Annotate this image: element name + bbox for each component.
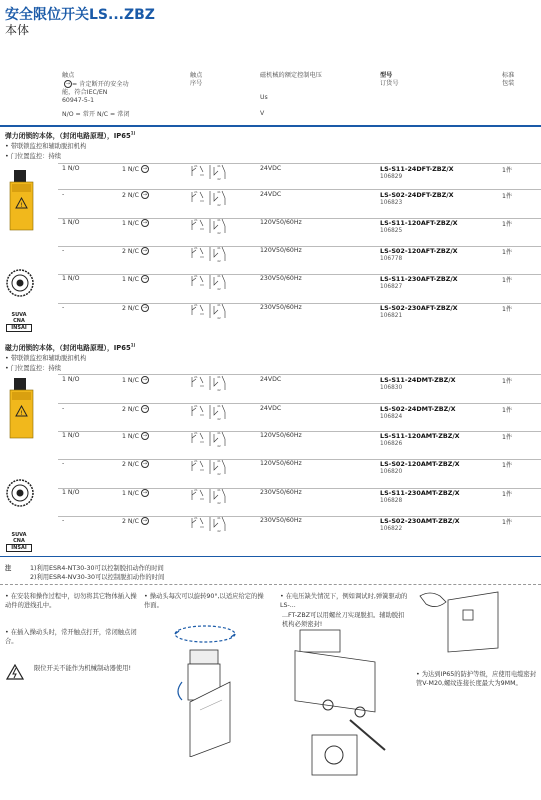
cell-pack: 1件 <box>502 434 513 441</box>
cell-no: 1 N/O <box>62 376 80 383</box>
cell-nc-text: 2 N/C <box>122 305 139 312</box>
cell-nc <box>122 517 149 525</box>
note-release-b: ...FT-ZBZ可以用螺丝刀实现脱扣。辅助脱扣机构必须密封! <box>282 612 405 628</box>
footnote-label: 注 <box>5 565 12 572</box>
svg-text:21: 21 <box>194 164 198 168</box>
cell-no: 1 N/O <box>62 165 80 172</box>
cell-pack: 1件 <box>502 378 513 385</box>
footnote-2: 2)利用ESR4-NV30-30可以控制脱扣动作的时间 <box>30 574 165 581</box>
svg-text:41: 41 <box>217 459 221 463</box>
svg-text:21: 21 <box>194 375 198 379</box>
contact-schematic <box>190 430 228 452</box>
cell-type: LS-S11-120AFT-ZBZ/X <box>380 219 458 227</box>
col-header-type: 型号 订货号 <box>380 72 399 87</box>
cell-pack: 1件 <box>502 249 513 256</box>
svg-text:21: 21 <box>194 404 198 408</box>
switch-device-image <box>8 378 35 440</box>
cell-no: - <box>62 191 65 198</box>
cell-pack: 1件 <box>502 193 513 200</box>
contact-schematic <box>190 245 228 267</box>
col-header-pack: 标准 包装 <box>502 72 515 87</box>
cell-type: LS-S11-230AFT-ZBZ/X <box>380 275 458 283</box>
section1-title: 弹力闭锁的本体，（封闭电路原理），IP65$^{1)}$ <box>5 130 136 140</box>
contact-schematic <box>190 487 228 509</box>
svg-text:21: 21 <box>194 218 198 222</box>
svg-text:41: 41 <box>217 303 221 307</box>
cell-no: - <box>62 304 65 311</box>
cell-nc <box>122 275 149 283</box>
contact-schematic <box>190 302 228 324</box>
cell-voltage: 230V50/60Hz <box>260 304 302 311</box>
svg-text:42: 42 <box>217 259 221 263</box>
table-end-rule <box>0 556 541 557</box>
cell-type: LS-S02-24DFT-ZBZ/X <box>380 191 454 199</box>
header-rule <box>0 125 541 127</box>
svg-text:21: 21 <box>194 190 198 194</box>
cell-voltage: 230V50/60Hz <box>260 489 302 496</box>
cell-nc-text: 2 N/C <box>122 518 139 525</box>
cell-voltage: 24VDC <box>260 165 282 172</box>
note-rotate: • 操动头每次可以旋转90°,以适应给定的操作面。 <box>144 593 264 609</box>
contact-schematic <box>190 458 228 480</box>
svg-text:41: 41 <box>217 516 221 520</box>
switch-device-image <box>8 170 35 232</box>
cell-pack: 1件 <box>502 491 513 498</box>
approval-rosette-icon <box>5 478 35 508</box>
col-header-voltage: 磁机械的额定控制电压 Us V <box>260 72 322 117</box>
svg-text:42: 42 <box>217 316 221 320</box>
svg-text:42: 42 <box>217 501 221 505</box>
positive-opening-icon: → <box>142 461 148 467</box>
cell-pack: 1件 <box>502 407 513 414</box>
section1-bullet-2: • 门位置监控：持续 <box>5 153 62 160</box>
cell-nc-text: 2 N/C <box>122 406 139 413</box>
cell-type: LS-S02-120AMT-ZBZ/X <box>380 460 460 468</box>
cell-no: 1 N/O <box>62 219 80 226</box>
cell-nc <box>122 376 149 384</box>
svg-text:41: 41 <box>217 431 221 435</box>
cell-nc <box>122 165 149 173</box>
positive-opening-icon: → <box>142 406 148 412</box>
cell-order: 106826 <box>380 441 403 447</box>
cell-type: LS-S11-230AMT-ZBZ/X <box>380 489 460 497</box>
cell-nc-text: 1 N/C <box>122 166 139 173</box>
positive-opening-icon: → <box>142 490 148 496</box>
suva-badge: SUVA CNA INSAI <box>6 312 32 332</box>
cell-no: - <box>62 405 65 412</box>
contact-schematic <box>190 515 228 537</box>
cell-type: LS-S02-230AFT-ZBZ/X <box>380 304 458 312</box>
cell-nc <box>122 432 149 440</box>
positive-opening-icon: → <box>142 305 148 311</box>
positive-opening-icon: → <box>142 518 148 524</box>
cell-type: LS-S11-24DFT-ZBZ/X <box>380 165 454 173</box>
cell-order: 106823 <box>380 200 403 206</box>
col-header-contacts: 触点 → = 肯定断开的安全功 能，符合IEC/EN 60947-5-1 N/O = 常开 N/C = 常闭 <box>62 72 130 118</box>
cell-nc <box>122 489 149 497</box>
svg-text:42: 42 <box>217 529 221 533</box>
svg-text:42: 42 <box>217 287 221 291</box>
cell-nc-text: 2 N/C <box>122 461 139 468</box>
cell-type: LS-S11-24DMT-ZBZ/X <box>380 376 456 384</box>
svg-text:42: 42 <box>217 417 221 421</box>
cell-no: - <box>62 517 65 524</box>
positive-opening-icon: → <box>142 276 148 282</box>
cell-voltage: 230V50/60Hz <box>260 517 302 524</box>
cell-type: LS-S02-230AMT-ZBZ/X <box>380 517 460 525</box>
cell-order: 106822 <box>380 526 403 532</box>
svg-text:41: 41 <box>217 404 221 408</box>
cell-voltage: 24VDC <box>260 376 282 383</box>
cell-pack: 1件 <box>502 462 513 469</box>
cell-order: 106829 <box>380 174 403 180</box>
cell-nc <box>122 219 149 227</box>
note-release-a: • 在电压缺失情况下，例如调试时,弹簧驱动的LS-... <box>280 593 408 609</box>
cell-order: 106825 <box>380 228 403 234</box>
section2-bullet-2: • 门位置监控：持续 <box>5 365 62 372</box>
cell-voltage: 120V50/60Hz <box>260 432 302 439</box>
cell-voltage: 230V50/60Hz <box>260 275 302 282</box>
cell-nc <box>122 191 149 199</box>
note-warning: 限位开关不能作为机械制动器使用! <box>34 665 131 672</box>
cell-order: 106830 <box>380 385 403 391</box>
cable-gland-illustration <box>418 588 503 653</box>
contact-schematic <box>190 403 228 425</box>
cell-order: 106824 <box>380 414 403 420</box>
cell-voltage: 24VDC <box>260 191 282 198</box>
svg-text:42: 42 <box>217 231 221 235</box>
cell-order: 106821 <box>380 313 403 319</box>
cell-pack: 1件 <box>502 277 513 284</box>
svg-text:41: 41 <box>217 488 221 492</box>
cell-type: LS-S02-24DMT-ZBZ/X <box>380 405 456 413</box>
positive-opening-icon: → <box>142 192 148 198</box>
cell-order: 106828 <box>380 498 403 504</box>
footnote-1: 1)利用ESR4-NT30-30可以控制脱扣动作的时间 <box>30 565 164 572</box>
svg-text:41: 41 <box>217 218 221 222</box>
note-ip65: • 为达到IP65的防护等级，应使用电缆密封管V-M20,螺纹连接长度最大为9MM。 <box>416 671 537 687</box>
cell-nc-text: 2 N/C <box>122 248 139 255</box>
contact-schematic <box>190 273 228 295</box>
cell-nc <box>122 405 149 413</box>
cell-nc-text: 1 N/C <box>122 377 139 384</box>
cell-type: LS-S02-120AFT-ZBZ/X <box>380 247 458 255</box>
contact-schematic <box>190 189 228 211</box>
positive-opening-icon: → <box>142 377 148 383</box>
contact-schematic <box>190 217 228 239</box>
screwdriver-release-illustration <box>290 620 390 785</box>
section2-bullet-1: • 带联锁监控和辅助脱扣机构 <box>5 355 87 362</box>
cell-order: 106820 <box>380 469 403 475</box>
svg-text:42: 42 <box>217 472 221 476</box>
cell-voltage: 120V50/60Hz <box>260 219 302 226</box>
svg-text:41: 41 <box>217 274 221 278</box>
svg-text:42: 42 <box>217 203 221 207</box>
cell-pack: 1件 <box>502 519 513 526</box>
cell-nc-text: 1 N/C <box>122 276 139 283</box>
cell-pack: 1件 <box>502 306 513 313</box>
cell-no: - <box>62 247 65 254</box>
cell-voltage: 120V50/60Hz <box>260 247 302 254</box>
cell-no: 1 N/O <box>62 275 80 282</box>
cell-type: LS-S11-120AMT-ZBZ/X <box>380 432 460 440</box>
svg-text:41: 41 <box>217 375 221 379</box>
svg-text:21: 21 <box>194 303 198 307</box>
warning-icon <box>6 664 24 680</box>
cell-nc-text: 2 N/C <box>122 192 139 199</box>
cell-pack: 1件 <box>502 167 513 174</box>
svg-text:21: 21 <box>194 488 198 492</box>
section2-title: 磁力闭锁的本体，（封闭电路原理），IP65$^{1)}$ <box>5 342 136 352</box>
note-insert: • 在插入操动头时，常开触点打开，常闭触点闭合。 <box>5 629 137 645</box>
svg-text:41: 41 <box>217 164 221 168</box>
svg-text:21: 21 <box>194 274 198 278</box>
svg-text:21: 21 <box>194 246 198 250</box>
contact-schematic <box>190 374 228 396</box>
svg-text:42: 42 <box>217 177 221 181</box>
cell-nc-text: 1 N/C <box>122 490 139 497</box>
svg-text:42: 42 <box>217 444 221 448</box>
approval-rosette-icon <box>5 268 35 298</box>
cell-no: 1 N/O <box>62 432 80 439</box>
cell-pack: 1件 <box>502 221 513 228</box>
svg-text:!: ! <box>20 202 23 209</box>
cell-nc-text: 1 N/C <box>122 220 139 227</box>
positive-opening-icon: → <box>65 81 71 87</box>
note-install: • 在安装和操作过程中，切勿将其它物体插入操动件的进线孔中。 <box>5 593 137 609</box>
cell-nc-text: 1 N/C <box>122 433 139 440</box>
svg-text:42: 42 <box>217 388 221 392</box>
cell-voltage: 24VDC <box>260 405 282 412</box>
cell-order: 106827 <box>380 284 403 290</box>
contact-schematic <box>190 163 228 185</box>
cell-nc <box>122 460 149 468</box>
svg-text:21: 21 <box>194 459 198 463</box>
positive-opening-icon: → <box>142 166 148 172</box>
cell-nc <box>122 247 149 255</box>
positive-opening-icon: → <box>142 433 148 439</box>
section1-bullet-1: • 带联锁监控和辅助脱扣机构 <box>5 143 87 150</box>
svg-text:21: 21 <box>194 516 198 520</box>
cell-order: 106778 <box>380 256 403 262</box>
svg-text:41: 41 <box>217 190 221 194</box>
page-subtitle: 本体 <box>5 23 30 37</box>
page-title: 安全限位开关LS...ZBZ <box>5 7 155 23</box>
cell-no: - <box>62 460 65 467</box>
positive-opening-icon: → <box>142 248 148 254</box>
cell-voltage: 120V50/60Hz <box>260 460 302 467</box>
svg-text:!: ! <box>20 410 23 417</box>
col-header-seq: 触点 序号 <box>190 72 203 87</box>
suva-badge: SUVA CNA INSAI <box>6 532 32 552</box>
svg-text:41: 41 <box>217 246 221 250</box>
actuator-rotation-illustration <box>160 622 255 757</box>
cell-nc <box>122 304 149 312</box>
positive-opening-icon: → <box>142 220 148 226</box>
cell-no: 1 N/O <box>62 489 80 496</box>
svg-text:21: 21 <box>194 431 198 435</box>
